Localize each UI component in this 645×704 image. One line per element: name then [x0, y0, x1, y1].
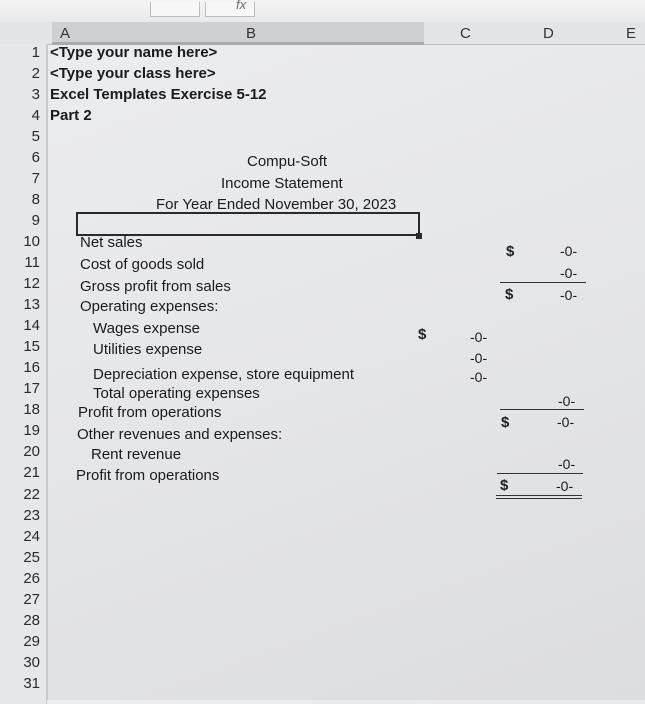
dollar-sign-wages: $ [418, 326, 427, 343]
label-other-revenues[interactable]: Other revenues and expenses: [77, 426, 283, 443]
value-total-operating[interactable]: -0- [558, 393, 576, 409]
row-header[interactable]: 25 [23, 549, 40, 566]
label-net-sales[interactable]: Net sales [80, 234, 143, 251]
row-header[interactable]: 22 [23, 486, 40, 503]
row-header[interactable]: 8 [31, 191, 40, 208]
row-header[interactable]: 29 [23, 633, 40, 650]
row-header[interactable]: 3 [31, 86, 40, 103]
column-header-b[interactable]: B [246, 25, 257, 42]
row-header[interactable]: 6 [31, 149, 40, 166]
label-wages-expense[interactable]: Wages expense [93, 320, 201, 337]
value-profit-ops[interactable]: -0- [557, 414, 575, 430]
row-header[interactable]: 21 [23, 464, 40, 481]
column-header-e[interactable]: E [626, 25, 637, 42]
selected-cell-b9[interactable] [76, 212, 420, 236]
row-header[interactable]: 28 [23, 612, 40, 629]
row-header[interactable]: 9 [31, 212, 40, 229]
value-rent-revenue[interactable]: -0- [558, 456, 576, 472]
row-header[interactable]: 20 [23, 443, 40, 460]
row-header[interactable]: 2 [31, 65, 40, 82]
toolbar-button[interactable] [205, 2, 255, 17]
value-final-profit[interactable]: -0- [556, 478, 574, 494]
row-header[interactable]: 1 [31, 44, 40, 61]
cell-a2-class[interactable]: <Type your class here> [50, 65, 216, 82]
row-header[interactable]: 7 [31, 170, 40, 187]
label-depreciation-expense[interactable]: Depreciation expense, store equipment [93, 366, 354, 383]
row-header[interactable]: 26 [23, 570, 40, 587]
dollar-sign-profit-ops: $ [501, 414, 510, 431]
row-header[interactable]: 23 [23, 507, 40, 524]
statement-title[interactable]: Income Statement [221, 175, 343, 192]
column-header-d[interactable]: D [543, 25, 554, 42]
double-underline-top [496, 495, 582, 496]
row-header[interactable]: 10 [23, 233, 40, 250]
row-header[interactable]: 5 [31, 128, 40, 145]
label-utilities-expense[interactable]: Utilities expense [93, 341, 203, 358]
row-header[interactable]: 12 [23, 275, 40, 292]
label-profit-from-operations[interactable]: Profit from operations [78, 404, 222, 421]
underline-rent-revenue [497, 473, 583, 474]
dollar-sign-final-profit: $ [500, 477, 509, 494]
row-header[interactable]: 24 [23, 528, 40, 545]
value-gross-profit[interactable]: -0- [560, 287, 578, 303]
row-header[interactable]: 19 [23, 422, 40, 439]
row-header[interactable]: 31 [23, 675, 40, 692]
underline-total-operating [500, 409, 584, 410]
statement-period[interactable]: For Year Ended November 30, 2023 [156, 196, 397, 213]
fx-icon[interactable]: fx [236, 0, 247, 12]
cell-a4-part[interactable]: Part 2 [50, 107, 92, 124]
label-operating-expenses[interactable]: Operating expenses: [80, 298, 219, 315]
cell-a3-exercise[interactable]: Excel Templates Exercise 5-12 [50, 86, 267, 103]
row-header[interactable]: 18 [23, 401, 40, 418]
double-underline-bottom [496, 498, 582, 499]
row-header[interactable]: 27 [23, 591, 40, 608]
row-header[interactable]: 15 [23, 338, 40, 355]
label-total-operating-expenses[interactable]: Total operating expenses [93, 385, 260, 402]
row-header[interactable]: 11 [24, 254, 40, 271]
label-cogs[interactable]: Cost of goods sold [80, 256, 205, 273]
dollar-sign-gross-profit: $ [505, 286, 514, 303]
row-header[interactable]: 4 [31, 107, 40, 124]
row-header[interactable]: 13 [23, 296, 40, 313]
value-depreciation[interactable]: -0- [470, 369, 488, 385]
formula-toolbar [0, 0, 645, 22]
dollar-sign-net-sales: $ [506, 243, 515, 260]
row-header[interactable]: 17 [23, 380, 40, 397]
fill-handle[interactable] [416, 233, 422, 239]
value-cogs[interactable]: -0- [560, 265, 578, 281]
toolbar-button[interactable] [150, 2, 200, 17]
cell-a1-name[interactable]: <Type your name here> [50, 44, 218, 61]
row-header[interactable]: 14 [23, 317, 40, 334]
value-utilities[interactable]: -0- [470, 350, 488, 366]
row-header[interactable]: 16 [23, 359, 40, 376]
column-header-selected-range [52, 22, 424, 45]
label-rent-revenue[interactable]: Rent revenue [91, 446, 182, 463]
value-wages[interactable]: -0- [470, 329, 488, 345]
label-profit-from-operations-final[interactable]: Profit from operations [76, 467, 220, 484]
row-header[interactable]: 30 [23, 654, 40, 671]
label-gross-profit[interactable]: Gross profit from sales [80, 278, 231, 295]
column-header-a[interactable]: A [60, 25, 71, 42]
company-name[interactable]: Compu-Soft [247, 153, 328, 170]
grid-separator [46, 44, 48, 700]
value-net-sales[interactable]: -0- [560, 243, 578, 259]
column-header-c[interactable]: C [460, 25, 471, 42]
underline-cogs [500, 282, 586, 283]
